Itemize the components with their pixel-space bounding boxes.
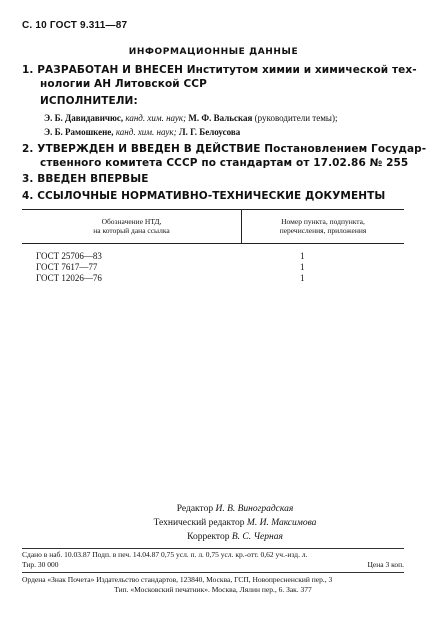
editor-label: Редактор <box>176 504 214 514</box>
editors-block <box>110 502 360 544</box>
table-row <box>36 273 404 284</box>
clause-number: 1 <box>300 273 305 283</box>
print-run: Тир. 30 000 <box>22 560 59 569</box>
tech-editor-label: Технический редактор <box>153 518 245 528</box>
editor-name: И. В. Виноградская <box>215 504 294 514</box>
item-2-line-2: ственного комитета СССР по стандартам от 17.02.86 № 255 <box>40 157 409 169</box>
executor-note: (руководители темы); <box>254 113 338 123</box>
table-row <box>36 262 404 273</box>
section-title: ИНФОРМАЦИОННЫЕ ДАННЫЕ <box>128 47 299 57</box>
imprint-line-2 <box>22 560 404 570</box>
corrector-name: В. С. Черная <box>231 532 283 542</box>
executor-name: Э. Б. Давидавичюс, <box>44 113 124 123</box>
header-text: Номер пункта, подпункта, <box>281 217 365 226</box>
page-header: С. 10 ГОСТ 9.311—87 <box>22 20 128 31</box>
ntd-designation: ГОСТ 12026—76 <box>36 273 102 283</box>
tech-editor-line <box>110 516 360 530</box>
imprint-top-rule <box>22 548 404 549</box>
imprint-mid-rule <box>22 572 404 573</box>
executor-name: Э. Б. Рамошкене, <box>44 127 114 137</box>
executors-heading: ИСПОЛНИТЕЛИ: <box>40 95 138 107</box>
executor-degree: канд. хим. наук; <box>115 127 177 137</box>
executor-name: М. Ф. Вальская <box>188 113 253 123</box>
item-1-line-1: 1. РАЗРАБОТАН И ВНЕСЕН Институтом химии и химической тех- <box>22 64 417 76</box>
header-text: перечисления, приложения <box>279 226 367 235</box>
imprint-line-3: Ордена «Знак Почета» Издательство стандартов, 123840, Москва, ГСП, Новопресненский пер., 3 <box>22 575 333 584</box>
item-1-line-2: нологии АН Литовской ССР <box>40 78 207 90</box>
item-2-line-1: 2. УТВЕРЖДЕН И ВВЕДЕН В ДЕЙСТВИЕ Постановлением Государ- <box>22 143 427 155</box>
executors-row-2 <box>44 127 240 137</box>
table-top-rule <box>22 209 404 210</box>
executors-row-1 <box>44 113 337 123</box>
editor-line <box>110 502 360 516</box>
header-text: Обозначение НТД, <box>101 217 162 226</box>
table-row <box>36 251 404 262</box>
item-4: 4. ССЫЛОЧНЫЕ НОРМАТИВНО-ТЕХНИЧЕСКИЕ ДОКУМЕНТЫ <box>22 190 386 202</box>
imprint-line-4: Тип. «Московский печатник». Москва, Лялин пер., 6. Зак. 377 <box>114 585 312 594</box>
price: Цена 3 коп. <box>367 560 404 569</box>
corrector-line <box>110 530 360 544</box>
clause-number: 1 <box>300 251 305 261</box>
header-text: на который дана ссылка <box>93 226 170 235</box>
ntd-designation: ГОСТ 7617—77 <box>36 262 98 272</box>
table-header-col-2 <box>242 217 404 235</box>
item-3: 3. ВВЕДЕН ВПЕРВЫЕ <box>22 173 149 185</box>
ntd-designation: ГОСТ 25706—83 <box>36 251 102 261</box>
clause-number: 1 <box>300 262 305 272</box>
table-body <box>36 251 404 284</box>
executor-name: Л. Г. Белоусова <box>178 127 241 137</box>
imprint-line-1: Сдано в наб. 10.03.87 Подп. в печ. 14.04.87 0,75 усл. п. л. 0,75 усл. кр.-отт. 0,62 уч.-изд. л. <box>22 550 308 559</box>
table-header-rule <box>22 243 404 244</box>
table-header-col-1 <box>22 217 241 235</box>
executor-degree: канд. хим. наук; <box>125 113 187 123</box>
corrector-label: Корректор <box>187 532 230 542</box>
tech-editor-name: М. И. Максимова <box>246 518 317 528</box>
